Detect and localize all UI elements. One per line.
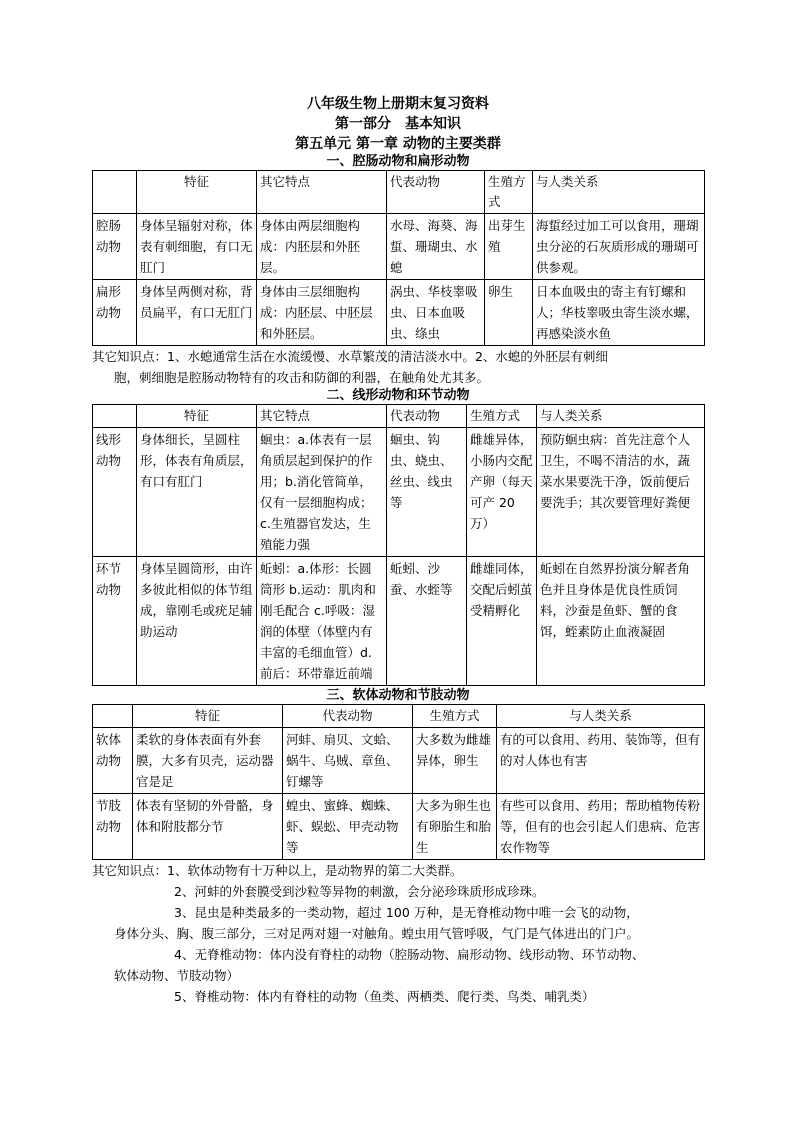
table-row — [93, 280, 705, 346]
table-row — [93, 728, 705, 794]
header-cell: 代表动物 — [387, 171, 485, 214]
header-cell: 生殖方式 — [485, 171, 533, 214]
section2-title: 二、线形动物和环节动物 — [326, 388, 470, 403]
section3-title: 三、软体动物和节肢动物 — [326, 688, 470, 703]
header-cell: 生殖方式 — [467, 405, 537, 428]
table-cell: 海蜇经过加工可以食用，珊瑚虫分泌的石灰质形成的珊瑚可供参观。 — [533, 214, 705, 280]
table-cell: 环节动物 — [93, 557, 137, 686]
note-line: 4、无脊椎动物：体内没有脊柱的动物（腔肠动物、扁形动物、线形动物、环节动物、 — [174, 947, 645, 962]
table-cell: 身体呈两侧对称，背员扁平，有口无肛门 — [137, 280, 257, 346]
table-cell: 软体动物 — [93, 728, 133, 794]
table-cell: 蚯蚓在自然界扮演分解者角色并且身体是优良性质饲料，沙蚕是鱼虾、蟹的食饵，蛭素防止血液凝固 — [537, 557, 705, 686]
header-cell: 与人类关系 — [533, 171, 705, 214]
table-row — [93, 214, 705, 280]
section2-table — [92, 404, 705, 686]
section1-table — [92, 170, 705, 346]
table-cell: 有的可以食用、药用、装饰等，但有的对人体也有害 — [497, 728, 705, 794]
table-cell: 线形动物 — [93, 428, 137, 557]
note-line: 3、昆虫是种类最多的一类动物，超过 100 万种，是无脊椎动物中唯一会飞的动物， — [174, 905, 639, 920]
table-cell: 卵生 — [485, 280, 533, 346]
table-cell: 柔软的身体表面有外套膜，大多有贝壳，运动器官是足 — [133, 728, 283, 794]
table-cell: 腔肠动物 — [93, 214, 137, 280]
table-cell: 节肢动物 — [93, 794, 133, 860]
header-cell: 其它特点 — [257, 405, 387, 428]
table-cell: 蛔虫：a.体表有一层角质层起到保护的作用；b.消化管简单，仅有一层细胞构成；c.生殖器官发达，生殖能力强 — [257, 428, 387, 557]
note-line: 2、河蚌的外套膜受到沙粒等异物的刺激，会分泌珍珠质形成珍珠。 — [174, 884, 545, 899]
table-cell: 出芽生殖 — [485, 214, 533, 280]
table-header-row — [93, 705, 705, 728]
table-cell: 水母、海葵、海蜇、珊瑚虫、水螅 — [387, 214, 485, 280]
document-page — [92, 94, 704, 1007]
table-cell: 河蚌、扇贝、文蛤、蜗牛、乌贼、章鱼、钉螺等 — [283, 728, 413, 794]
header-cell — [93, 405, 137, 428]
chapter-title: 第五单元 第一章 动物的主要类群 — [295, 136, 501, 152]
section3-notes — [92, 860, 704, 1007]
header-cell: 代表动物 — [283, 705, 413, 728]
table-cell: 体表有坚韧的外骨骼，身体和附肢都分节 — [133, 794, 283, 860]
table-cell: 雌雄同体，交配后蚓茧受精孵化 — [467, 557, 537, 686]
note-line: 其它知识点：1、软体动物有十万种以上，是动物界的第二大类群。 — [92, 863, 463, 878]
section3-table — [92, 704, 705, 860]
section1-title: 一、腔肠动物和扁形动物 — [326, 154, 470, 169]
main-title: 八年级生物上册期末复习资料 — [307, 96, 489, 112]
header-cell: 特征 — [133, 705, 283, 728]
table-cell: 蝗虫、蜜蜂、蜘蛛、虾、蜈蚣、甲壳动物等 — [283, 794, 413, 860]
table-header-row — [93, 405, 705, 428]
table-cell: 扁形动物 — [93, 280, 137, 346]
note-line: 5、脊椎动物：体内有脊柱的动物（鱼类、两栖类、爬行类、鸟类、哺乳类） — [174, 989, 595, 1004]
table-cell: 身体由两层细胞构成：内胚层和外胚层。 — [257, 214, 387, 280]
header-cell: 其它特点 — [257, 171, 387, 214]
header-cell: 与人类关系 — [537, 405, 705, 428]
table-cell: 涡虫、华枝睾吸虫、日本血吸虫、绦虫 — [387, 280, 485, 346]
header-cell: 生殖方式 — [413, 705, 497, 728]
table-cell: 大多为卵生也有卵胎生和胎生 — [413, 794, 497, 860]
note-line: 胞，刺细胞是腔肠动物特有的攻击和防御的利器，在触角处尤其多。 — [114, 370, 490, 385]
table-cell: 蛔虫、钩虫、蛲虫、丝虫、线虫等 — [387, 428, 467, 557]
header-cell — [93, 171, 137, 214]
header-cell: 代表动物 — [387, 405, 467, 428]
table-cell: 预防蛔虫病：首先注意个人卫生，不喝不清洁的水，蔬菜水果要洗干净，饭前便后要洗手；其次要管理好粪便 — [537, 428, 705, 557]
table-cell: 雌雄异体，小肠内交配产卵（每天可产 20 万） — [467, 428, 537, 557]
header-cell: 特征 — [137, 405, 257, 428]
table-header-row — [93, 171, 705, 214]
table-row — [93, 794, 705, 860]
table-cell: 蚯蚓、沙蚕、水蛭等 — [387, 557, 467, 686]
table-cell: 身体呈圆筒形，由许多彼此相似的体节组成，靠刚毛或疣足辅助运动 — [137, 557, 257, 686]
table-row — [93, 557, 705, 686]
header-cell — [93, 705, 133, 728]
table-row — [93, 428, 705, 557]
table-cell: 蚯蚓：a.体形：长圆筒形 b.运动：肌肉和刚毛配合 c.呼吸：湿润的体壁（体壁内有丰富的毛细血管）d.前后：环带靠近前端 — [257, 557, 387, 686]
table-cell: 日本血吸虫的寄主有钉螺和人；华枝睾吸虫寄生淡水螺，再感染淡水鱼 — [533, 280, 705, 346]
table-cell: 身体由三层细胞构成：内胚层、中胚层和外胚层。 — [257, 280, 387, 346]
note-line: 其它知识点：1、水螅通常生活在水流缓慢、水草繁茂的清洁淡水中。2、水螅的外胚层有刺细 — [92, 349, 608, 364]
table-cell: 大多数为雌雄异体，卵生 — [413, 728, 497, 794]
part-title: 第一部分 基本知识 — [335, 116, 461, 132]
header-cell: 特征 — [137, 171, 257, 214]
note-line: 软体动物、节肢动物） — [114, 968, 240, 983]
note-line: 身体分头、胸、腹三部分，三对足两对翅一对触角。蝗虫用气管呼吸，气门是气体进出的门户。 — [114, 926, 640, 941]
table-cell: 身体呈辐射对称，体表有刺细胞，有口无肛门 — [137, 214, 257, 280]
table-cell: 有些可以食用、药用；帮助植物传粉等，但有的也会引起人们患病、危害农作物等 — [497, 794, 705, 860]
section1-notes — [92, 346, 704, 388]
header-cell: 与人类关系 — [497, 705, 705, 728]
table-cell: 身体细长，呈圆柱形，体表有角质层，有口有肛门 — [137, 428, 257, 557]
